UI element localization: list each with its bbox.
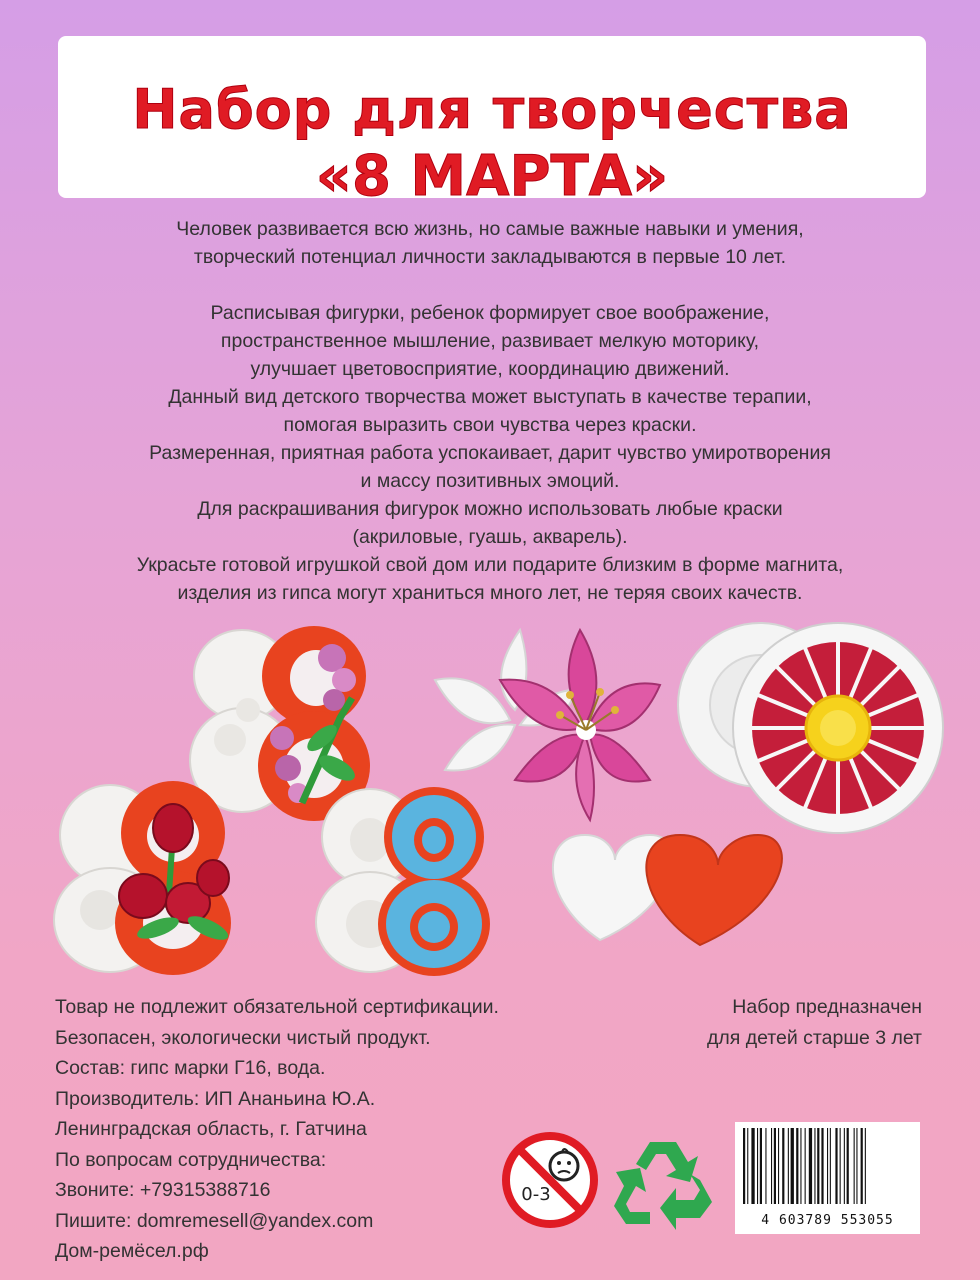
barcode-bar xyxy=(847,1128,849,1204)
barcode-bar xyxy=(840,1128,841,1204)
barcode-bar xyxy=(854,1128,855,1204)
barcode-bar xyxy=(865,1128,866,1204)
intro-line: (акриловые, гуашь, акварель). xyxy=(352,526,628,548)
barcode-bar xyxy=(835,1128,837,1204)
age-badge-text: 0-3 xyxy=(521,1184,551,1205)
figure-eight-lilac xyxy=(190,626,370,821)
barcode-bar xyxy=(791,1128,794,1204)
recycle-icon xyxy=(610,1132,716,1232)
barcode-bar xyxy=(814,1128,815,1204)
barcode-bar xyxy=(788,1128,789,1204)
barcode-number: 4 603789 553055 xyxy=(761,1213,894,1228)
barcode-bar xyxy=(861,1128,863,1204)
barcode xyxy=(735,1122,920,1234)
intro-line: творческий потенциал личности закладываются в первые 10 лет. xyxy=(193,246,787,268)
barcode-bar xyxy=(757,1128,758,1204)
footer-line: По вопросам сотрудничества: xyxy=(55,1148,327,1171)
barcode-bar xyxy=(765,1128,766,1204)
age-note-line: Набор предназначен xyxy=(732,996,922,1018)
barcode-bar xyxy=(805,1128,806,1204)
footer-line: Безопасен, экологически чистый продукт. xyxy=(55,1026,431,1049)
barcode-bar xyxy=(796,1128,798,1204)
footer-line: Ленинградская область, г. Гатчина xyxy=(55,1118,367,1140)
intro-line: Размеренная, приятная работа успокаивает, дарит чувство умиротворения xyxy=(149,442,831,464)
intro-line: Для раскрашивания фигурок можно использовать любые краски xyxy=(197,498,783,520)
intro-line: изделия из гипса могут храниться много лет, не теряя своих качеств. xyxy=(177,582,803,604)
barcode-bar xyxy=(809,1128,812,1204)
footer-info xyxy=(55,992,499,1267)
figure-eight-tulips xyxy=(54,781,231,975)
footer-website[interactable]: Дом-ремёсел.рф xyxy=(55,1240,209,1262)
barcode-bar xyxy=(830,1128,831,1204)
intro-line: улучшает цветовосприятие, координацию движений. xyxy=(250,358,730,380)
no-small-children-icon xyxy=(500,1130,600,1230)
figure-eight-blue xyxy=(316,787,490,976)
footer-phone[interactable]: Звоните: +79315388716 xyxy=(55,1179,271,1201)
footer-line: Производитель: ИП Ананьина Ю.А. xyxy=(55,1087,376,1110)
title-line1: Набор для творчества xyxy=(132,78,852,141)
barcode-bar xyxy=(751,1128,754,1204)
barcode-bar xyxy=(821,1128,823,1204)
barcode-bar xyxy=(856,1128,857,1204)
title-box xyxy=(58,36,926,209)
intro-text xyxy=(60,215,920,607)
barcode-bar xyxy=(817,1128,819,1204)
figure-daisies xyxy=(678,623,943,833)
barcode-bar xyxy=(774,1128,776,1204)
barcode-bar xyxy=(827,1128,828,1204)
intro-line: пространственное мышление, развивает мелкую моторику, xyxy=(220,330,760,352)
barcode-bar xyxy=(760,1128,762,1204)
intro-line: и массу позитивных эмоций. xyxy=(360,470,620,492)
barcode-bar xyxy=(747,1128,748,1204)
figure-lilies xyxy=(435,630,660,820)
intro-line: Данный вид детского творчества может выступать в качестве терапии, xyxy=(168,386,812,408)
title-line2: «8 МАРТА» xyxy=(315,144,669,209)
barcode-bar xyxy=(844,1128,845,1204)
product-figures xyxy=(0,610,980,980)
age-note-line: для детей старше 3 лет xyxy=(706,1026,922,1049)
footer-line: Товар не подлежит обязательной сертификации. xyxy=(55,996,499,1018)
intro-line: помогая выразить свои чувства через краски. xyxy=(283,414,697,436)
footer-line: Состав: гипс марки Г16, вода. xyxy=(55,1057,326,1079)
barcode-bar xyxy=(800,1128,801,1204)
barcode-bar xyxy=(782,1128,784,1204)
age-note xyxy=(707,992,922,1053)
barcode-bar xyxy=(778,1128,779,1204)
intro-line: Человек развивается всю жизнь, но самые важные навыки и умения, xyxy=(176,218,804,240)
barcode-bar xyxy=(743,1128,745,1204)
figure-hearts xyxy=(553,835,782,945)
intro-line: Украсьте готовой игрушкой свой дом или подарите близким в форме магнита, xyxy=(136,554,844,576)
barcode-bar xyxy=(771,1128,772,1204)
footer-email[interactable]: Пишите: domremesell@yandex.com xyxy=(55,1209,374,1232)
barcode-bars xyxy=(741,1128,914,1204)
intro-line: Расписывая фигурки, ребенок формирует свое воображение, xyxy=(210,302,770,324)
